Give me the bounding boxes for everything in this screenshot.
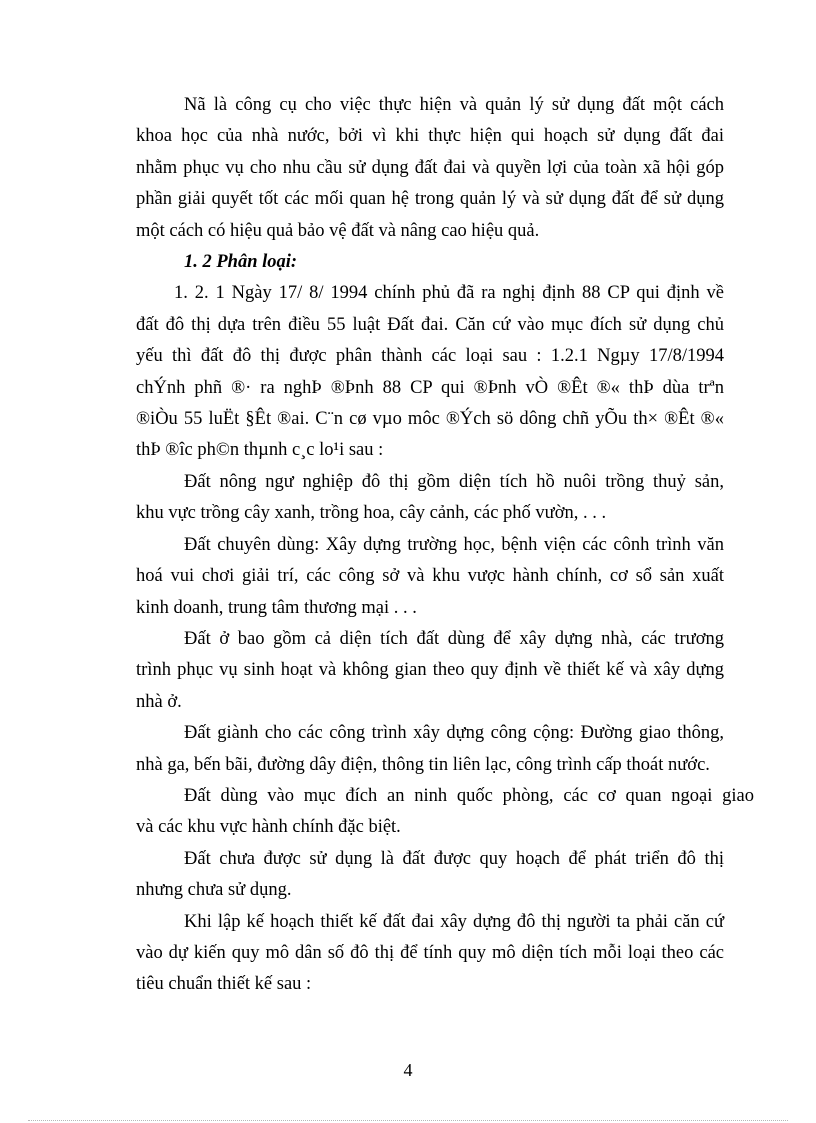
text-line: Đất ở bao gồm cả diện tích đất dùng để xây dựng nhà, các trương [184, 628, 724, 649]
paragraph-planning [136, 907, 724, 1001]
paragraph-specialized-land [136, 530, 724, 624]
text-line: một cách có hiệu quả bảo vệ đất và nâng cao hiệu quả. [136, 220, 540, 241]
paragraph-decree [136, 278, 724, 466]
text-line: nhà ở. [136, 691, 182, 712]
paragraph-unused-land [136, 844, 724, 907]
text-line: Khi lập kế hoạch thiết kế đất đai xây dựng đô thị người ta phải căn cứ [184, 911, 724, 932]
page-number: 4 [403, 1060, 413, 1080]
text-line: Đất chuyên dùng: Xây dựng trường học, bệnh viện các cônh trình văn [184, 534, 724, 555]
text-line: thÞ ®îc ph©n thµnh c¸c lo¹i sau : [136, 440, 384, 461]
text-line: kinh doanh, trung tâm thương mại . . . [136, 597, 417, 618]
text-line: Đất dùng vào mục đích an ninh quốc phòng, các cơ quan ngoại giao [184, 785, 754, 806]
text-line: khu vực trồng cây xanh, trồng hoa, cây cảnh, các phố vườn, . . . [136, 503, 607, 524]
paragraph-residential-land [136, 624, 724, 718]
section-heading: 1. 2 Phân loại: [184, 252, 298, 273]
text-line: phần giải quyết tốt các mối quan hệ trong quản lý và sử dụng đất để sử dụng [136, 189, 724, 210]
text-line: trình phục vụ sinh hoạt và không gian theo quy định về thiết kế và xây dựng [136, 660, 724, 681]
text-line: vào dự kiến quy mô dân số đô thị để tính quy mô diện tích mỗi loại theo các [136, 942, 724, 963]
text-line: Đất nông ngư nghiệp đô thị gồm diện tích hồ nuôi trồng thuỷ sản, [184, 471, 724, 492]
paragraph-agricultural-land [136, 467, 724, 530]
text-line: chÝnh phñ ®· ra nghÞ ®Þnh 88 CP qui ®Þnh vÒ ®Êt ®« thÞ dùa trªn [136, 377, 724, 398]
text-line: Đất chưa được sử dụng là đất được quy hoạch để phát triển đô thị [184, 848, 724, 869]
text-line: nhà ga, bến bãi, đường dây điện, thông tin liên lạc, công trình cấp thoát nước. [136, 754, 710, 775]
text-line: Đất giành cho các công trình xây dựng công cộng: Đường giao thông, [184, 723, 724, 744]
text-line: và các khu vực hành chính đặc biệt. [136, 817, 401, 838]
text-line: nhằm phục vụ cho nhu cầu sử dụng đất đai và quyền lợi của toàn xã hội góp [136, 157, 724, 178]
text-line: hoá vui chơi giải trí, các công sở và khu vược hành chính, cơ sổ sản xuất [136, 566, 724, 587]
text-line: đất đô thị dựa trên điều 55 luật Đất đai. Căn cứ vào mục đích sử dụng chủ [136, 314, 724, 335]
text-line: tiêu chuẩn thiết kế sau : [136, 974, 312, 995]
page-bottom-divider [28, 1120, 788, 1121]
text-line: 1. 2. 1 Ngày 17/ 8/ 1994 chính phủ đã ra nghị định 88 CP qui định về [174, 283, 724, 304]
paragraph-security-land [136, 781, 754, 844]
text-line: Nã là công cụ cho việc thực hiện và quản lý sử dụng đất một cách [184, 95, 724, 115]
text-line: nhưng chưa sử dụng. [136, 880, 292, 901]
text-line: khoa học của nhà nước, bởi vì khi thực hiện qui hoạch sử dụng đất đai [136, 126, 724, 147]
paragraph-public-works-land [136, 718, 724, 781]
paragraph-intro [136, 90, 724, 247]
text-line: ®iÒu 55 luËt §Êt ®ai. C¨n cø vµo môc ®Ých sö dông chñ yÕu th× ®Êt ®« [136, 409, 724, 430]
body-text [136, 90, 754, 1001]
text-line: yếu thì đất đô thị được phân thành các loại sau : 1.2.1 Ngµy 17/8/1994 [136, 346, 724, 367]
